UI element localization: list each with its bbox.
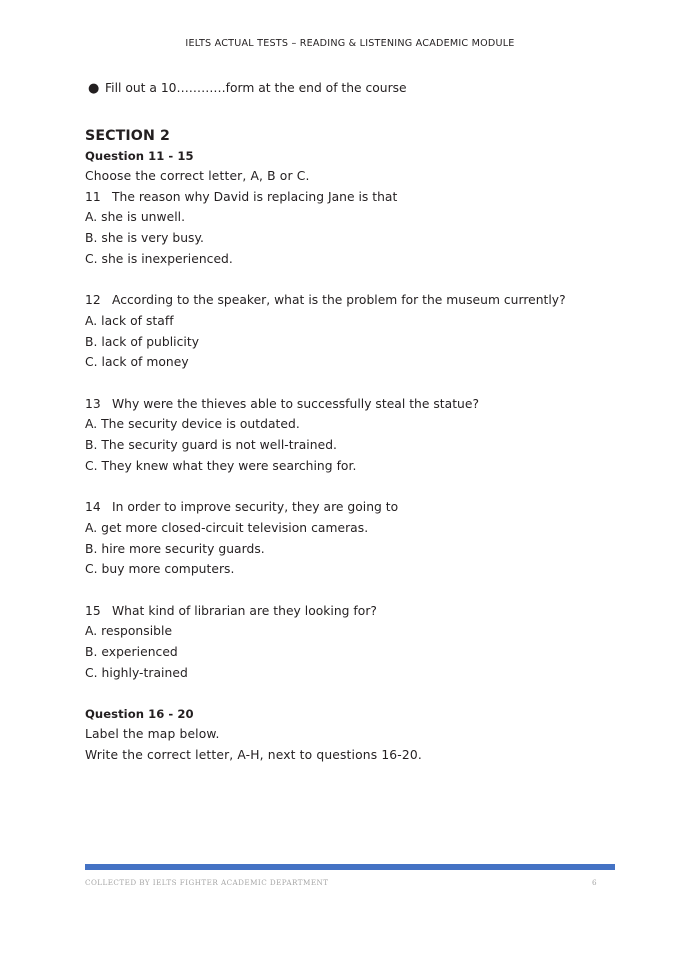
question-block-14 [85, 497, 615, 580]
question-number: 15 [85, 603, 101, 618]
option-a[interactable]: A. responsible [85, 624, 173, 639]
footer-credit: COLLECTED BY IELTS FIGHTER ACADEMIC DEPARTMENT [85, 878, 329, 887]
question-prompt-row [85, 290, 615, 311]
question-text: The reason why David is replacing Jane is that [112, 189, 398, 204]
instruction-write-letter: Write the correct letter, A-H, next to questions 16-20. [85, 747, 422, 762]
question-block-12 [85, 290, 615, 373]
question-text: According to the speaker, what is the problem for the museum currently? [112, 293, 566, 308]
option-c[interactable]: C. highly-trained [85, 665, 188, 680]
list-item-label: Fill out a 10…………form at the end of the course [105, 81, 407, 95]
question-block-15 [85, 601, 615, 684]
question-prompt-row [85, 187, 615, 208]
list-item [85, 78, 615, 99]
bullet-dot-icon: ● [88, 81, 100, 96]
page-footer [85, 864, 615, 887]
question-text: Why were the thieves able to successfully steal the statue? [112, 396, 479, 411]
option-a[interactable]: A. get more closed-circuit television cameras. [85, 520, 369, 535]
option-c[interactable]: C. buy more computers. [85, 562, 235, 577]
option-b[interactable]: B. The security guard is not well-trained. [85, 438, 337, 453]
question-number: 12 [85, 293, 101, 308]
question-block-11 [85, 187, 615, 270]
option-a[interactable]: A. lack of staff [85, 313, 174, 328]
option-a[interactable]: A. The security device is outdated. [85, 417, 300, 432]
question-number: 11 [85, 189, 101, 204]
option-b[interactable]: B. experienced [85, 645, 178, 660]
question-range-heading-11-15: Question 11 - 15 [85, 149, 194, 163]
option-b[interactable]: B. she is very busy. [85, 231, 204, 246]
question-number: 14 [85, 500, 101, 515]
question-range-heading-16-20: Question 16 - 20 [85, 707, 194, 722]
section-heading: SECTION 2 [85, 128, 170, 144]
page-body [85, 78, 615, 766]
option-b[interactable]: B. lack of publicity [85, 334, 200, 349]
question-prompt-row [85, 394, 615, 415]
question-prompt-row [85, 601, 615, 622]
question-text: In order to improve security, they are going to [112, 500, 399, 515]
footer-content [85, 878, 615, 887]
option-c[interactable]: C. lack of money [85, 355, 189, 370]
question-text: What kind of librarian are they looking for? [112, 603, 377, 618]
footer-divider [85, 864, 615, 870]
question-number: 13 [85, 396, 101, 411]
question-block-13 [85, 394, 615, 477]
page-number: 6 [591, 878, 597, 887]
running-header: IELTS ACTUAL TESTS – READING & LISTENING ACADEMIC MODULE [185, 38, 515, 49]
option-c[interactable]: C. They knew what they were searching for. [85, 458, 357, 473]
instruction-choose-letter: Choose the correct letter, A, B or C. [85, 169, 310, 183]
option-b[interactable]: B. hire more security guards. [85, 541, 265, 556]
option-a[interactable]: A. she is unwell. [85, 210, 186, 225]
option-c[interactable]: C. she is inexperienced. [85, 251, 233, 266]
question-prompt-row [85, 497, 615, 518]
question-block-16-20 [85, 704, 615, 765]
instruction-label-map: Label the map below. [85, 727, 220, 742]
